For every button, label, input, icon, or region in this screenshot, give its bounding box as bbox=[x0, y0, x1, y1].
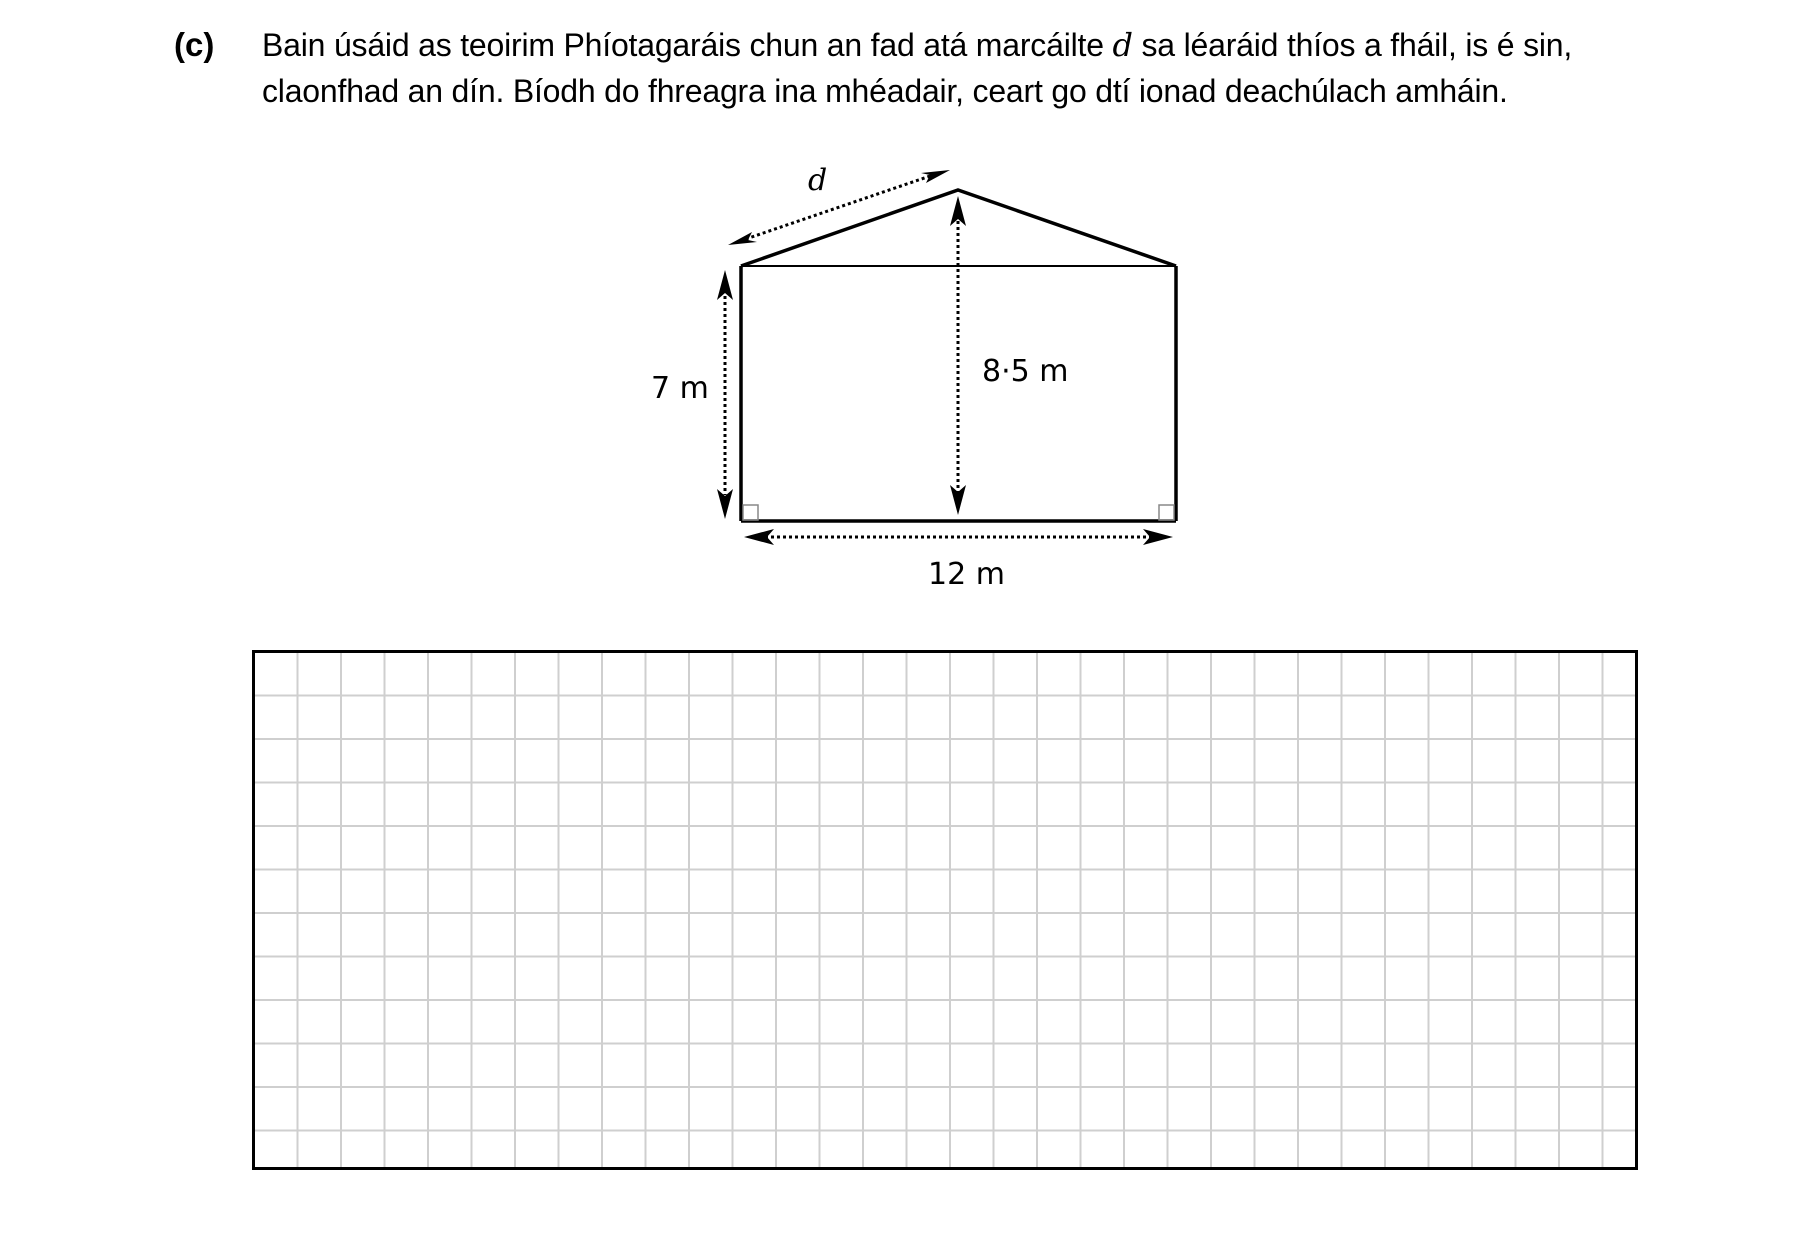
dimension-arrow-total-height bbox=[950, 196, 966, 515]
label-width: 12 m bbox=[928, 557, 1005, 592]
question-part-label: (c) bbox=[174, 26, 215, 63]
variable-d: d bbox=[1112, 26, 1133, 64]
dimension-arrow-wall-height bbox=[717, 270, 733, 519]
label-total-height: 8·5 m bbox=[982, 354, 1069, 389]
question-text-segment: sa léaráid thíos a fháil, is é sin, bbox=[1132, 27, 1573, 63]
answer-grid-box[interactable] bbox=[252, 650, 1638, 1170]
right-angle-marker-right bbox=[1159, 505, 1174, 520]
question-text-line-2: claonfhad an dín. Bíodh do fhreagra ina mhéadair, ceart go dtí ionad deachúlach amháin. bbox=[262, 73, 1508, 109]
right-angle-marker-left bbox=[743, 505, 758, 520]
label-d: d bbox=[808, 163, 828, 198]
dimension-arrow-d bbox=[728, 170, 950, 245]
question-text-segment: Bain úsáid as teoirim Phíotagaráis chun an fad atá marcáilte bbox=[262, 27, 1113, 63]
dimension-arrow-width bbox=[744, 529, 1173, 545]
label-wall-height: 7 m bbox=[651, 371, 709, 406]
